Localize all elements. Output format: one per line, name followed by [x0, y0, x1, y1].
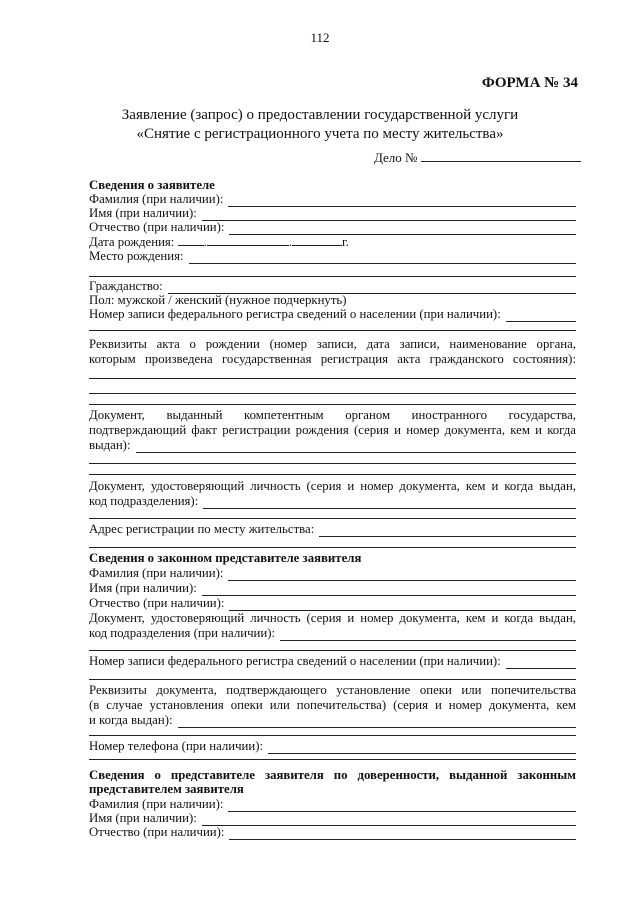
birth-act-blank-2[interactable] [89, 393, 576, 394]
foreign-doc-blank-3[interactable] [89, 474, 576, 475]
guardianship-field[interactable] [89, 713, 576, 728]
applicant-birthplace-label: Место рождения: [89, 249, 184, 263]
applicant-id-doc-label: код подразделения): [89, 494, 199, 508]
legal-rep-id-doc-blank-2[interactable] [89, 650, 576, 651]
dob-separator-1: . [203, 235, 207, 249]
applicant-surname-field[interactable] [89, 192, 576, 207]
form-number: ФОРМА № 34 [481, 75, 578, 91]
legal-rep-phone-field[interactable] [89, 739, 576, 754]
document-title [0, 106, 640, 144]
applicant-address-label: Адрес регистрации по месту жительства: [89, 522, 315, 536]
legal-rep-surname-blank[interactable] [228, 569, 576, 581]
applicant-address-blank-2[interactable] [89, 547, 576, 548]
proxy-rep-heading-line-1: Сведения о представителе заявителя по доверенности, выданной законным [89, 768, 576, 782]
applicant-surname-label: Фамилия (при наличии): [89, 192, 224, 206]
applicant-id-doc-line-1: Документ, удостоверяющий личность (серия и номер документа, кем и когда выдан, [89, 479, 576, 493]
applicant-sex: Пол: мужской / женский (нужное подчеркнуть) [89, 293, 347, 307]
applicant-name-field[interactable] [89, 206, 576, 221]
legal-rep-id-doc-label: код подразделения (при наличии): [89, 626, 276, 640]
proxy-rep-heading-line-2: представителем заявителя [89, 782, 244, 796]
legal-rep-id-doc-blank[interactable] [280, 629, 576, 641]
proxy-rep-name-label: Имя (при наличии): [89, 811, 197, 825]
birth-act-blank-3[interactable] [89, 404, 576, 405]
applicant-fed-register-blank[interactable] [506, 310, 576, 322]
legal-rep-fed-register-blank[interactable] [506, 657, 576, 669]
birth-act-line-1: Реквизиты акта о рождении (номер записи, дата записи, наименование органа, [89, 337, 576, 351]
applicant-citizenship-field[interactable] [89, 279, 576, 294]
legal-rep-patronymic-blank[interactable] [229, 599, 576, 611]
guardianship-blank[interactable] [178, 716, 576, 728]
guardianship-label: и когда выдан): [89, 713, 173, 727]
applicant-fed-register-label: Номер записи федерального регистра сведений о населении (при наличии): [89, 307, 501, 321]
legal-rep-phone-blank-2[interactable] [89, 759, 576, 760]
legal-rep-id-doc-field[interactable] [89, 626, 576, 641]
page-number: 112 [310, 30, 330, 45]
case-number-label: Дело № [374, 150, 418, 165]
dob-month-blank[interactable] [207, 234, 289, 246]
foreign-doc-line-2: подтверждающий факт регистрации рождения (серия и номер документа, кем и когда [89, 423, 576, 437]
proxy-rep-patronymic-label: Отчество (при наличии): [89, 825, 225, 839]
applicant-dob-field[interactable] [89, 234, 576, 250]
foreign-doc-blank[interactable] [136, 441, 577, 453]
title-line-1: Заявление (запрос) о предоставлении государственной услуги [121, 107, 519, 123]
applicant-birthplace-blank[interactable] [189, 252, 576, 264]
guardianship-line-2: (в случае установления опеки или попечительства) (серия и номер документа, кем [89, 698, 576, 712]
applicant-id-doc-blank[interactable] [203, 497, 576, 509]
legal-rep-surname-field[interactable] [89, 566, 576, 581]
dob-year-blank[interactable] [292, 234, 342, 246]
applicant-fed-register-field[interactable] [89, 307, 576, 322]
applicant-patronymic-field[interactable] [89, 220, 576, 235]
proxy-rep-patronymic-field[interactable] [89, 825, 576, 840]
legal-rep-fed-register-label: Номер записи федерального регистра сведений о населении (при наличии): [89, 654, 501, 668]
legal-rep-heading: Сведения о законном представителе заявителя [89, 551, 362, 565]
legal-rep-fed-register-field[interactable] [89, 654, 576, 669]
legal-rep-id-doc-line-1: Документ, удостоверяющий личность (серия и номер документа, кем и когда выдан, [89, 611, 576, 625]
legal-rep-name-blank[interactable] [202, 584, 576, 596]
guardianship-line-1: Реквизиты документа, подтверждающего установление опеки или попечительства [89, 683, 576, 697]
birth-act-blank-1[interactable] [89, 378, 576, 379]
dob-year-suffix: г. [341, 235, 349, 249]
applicant-heading: Сведения о заявителе [89, 178, 215, 192]
applicant-dob-label: Дата рождения: [89, 235, 175, 249]
proxy-rep-surname-field[interactable] [89, 797, 576, 812]
dob-day-blank[interactable] [178, 234, 204, 246]
case-number-field[interactable] [374, 149, 581, 166]
applicant-address-field[interactable] [89, 522, 576, 537]
applicant-id-doc-field[interactable] [89, 494, 576, 509]
foreign-doc-label: выдан): [89, 438, 131, 452]
foreign-doc-line-1: Документ, выданный компетентным органом иностранного государства, [89, 408, 576, 422]
legal-rep-patronymic-label: Отчество (при наличии): [89, 596, 225, 610]
foreign-doc-field[interactable] [89, 438, 576, 453]
legal-rep-fed-register-blank-2[interactable] [89, 679, 576, 680]
guardianship-blank-2[interactable] [89, 735, 576, 736]
legal-rep-phone-label: Номер телефона (при наличии): [89, 739, 264, 753]
legal-rep-phone-blank[interactable] [268, 742, 576, 754]
applicant-citizenship-label: Гражданство: [89, 279, 163, 293]
legal-rep-name-field[interactable] [89, 581, 576, 596]
legal-rep-name-label: Имя (при наличии): [89, 581, 197, 595]
dob-separator-2: . [288, 235, 292, 249]
applicant-patronymic-label: Отчество (при наличии): [89, 220, 225, 234]
legal-rep-patronymic-field[interactable] [89, 596, 576, 611]
applicant-address-blank[interactable] [319, 525, 576, 537]
legal-rep-surname-label: Фамилия (при наличии): [89, 566, 224, 580]
applicant-id-doc-blank-2[interactable] [89, 518, 576, 519]
proxy-rep-patronymic-blank[interactable] [229, 828, 576, 840]
foreign-doc-blank-2[interactable] [89, 463, 576, 464]
birthplace-extra-line[interactable] [89, 276, 576, 277]
birth-act-line-2: которым произведена государственная регистрация акта гражданского состояния): [89, 352, 576, 366]
applicant-birthplace-field[interactable] [89, 249, 576, 264]
proxy-rep-name-field[interactable] [89, 811, 576, 826]
applicant-name-label: Имя (при наличии): [89, 206, 197, 220]
proxy-rep-surname-label: Фамилия (при наличии): [89, 797, 224, 811]
case-number-blank[interactable] [421, 149, 581, 162]
title-line-2: «Снятие с регистрационного учета по месту жительства» [136, 126, 504, 142]
fed-register-extra-line[interactable] [89, 330, 576, 331]
